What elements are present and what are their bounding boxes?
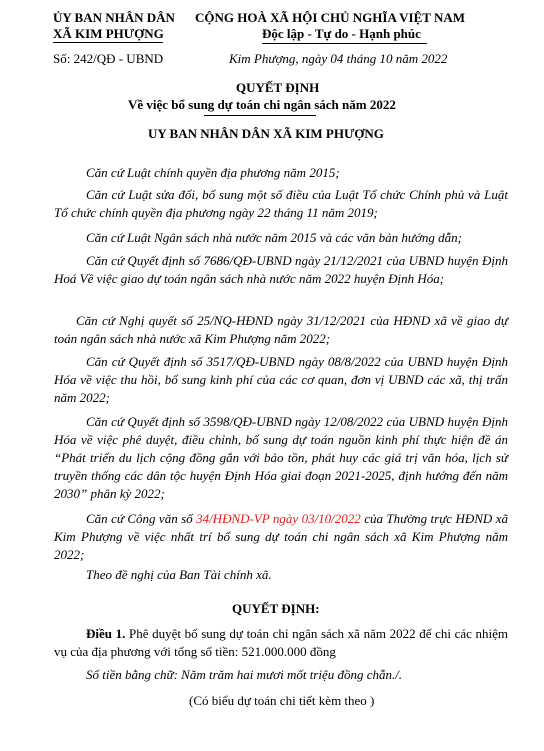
document-subject: Về việc bổ sung dự toán chi ngân sách năm 2022: [128, 97, 396, 112]
preamble-item: Theo đề nghị của Ban Tài chính xã.: [86, 567, 272, 582]
header-left-underline: [53, 42, 163, 43]
preamble-text: Căn cứ Công văn số: [86, 511, 197, 526]
national-motto: Độc lập - Tự do - Hạnh phúc: [262, 26, 421, 41]
document-type: QUYẾT ĐỊNH: [236, 80, 320, 95]
subject-underline: [204, 115, 316, 116]
preamble-item: Căn cứ Luật sửa đổi, bổ sung một số điều của Luật Tổ chức Chính phủ và Luật Tổ chức chính quyền địa phương ngày 22 tháng 11 năm 2019;: [54, 187, 508, 220]
preamble-item: Căn cứ Quyết định số 3517/QĐ-UBND ngày 08/8/2022 của UBND huyện Định Hóa về việc thu hồi, bổ sung kinh phí của các cơ quan, đơn vị UBND các xã, thị trấn năm 2022;: [54, 354, 508, 405]
preamble-text: của Thường trực HĐND xã Kim Phượng về việc nhất trí bổ sung dự toán chi ngân sách xã Kim Phượng năm 2022;: [54, 511, 508, 562]
amount-in-words: Số tiền bằng chữ: Năm trăm hai mươi mốt triệu đồng chẵn./.: [86, 667, 403, 682]
decision-heading: QUYẾT ĐỊNH:: [232, 601, 320, 616]
article-text: Phê duyệt bổ sung dự toán chi ngân sách xã năm 2022 để chi các nhiệm vụ của địa phương với tổng số tiền: 521.000.000 đồng: [54, 626, 508, 659]
preamble-item: Căn cứ Nghị quyết số 25/NQ-HĐND ngày 31/12/2021 của HĐND xã về giao dự toán ngân sách nhà nước xã Kim Phượng năm 2022;: [54, 313, 508, 346]
preamble-item: Căn cứ Luật Ngân sách nhà nước năm 2015 và các văn bản hướng dẫn;: [86, 230, 462, 245]
motto-underline: [262, 43, 427, 44]
issuer-name: UY BAN NHÂN DÂN XÃ KIM PHƯỢNG: [148, 126, 384, 141]
preamble-item: Căn cứ Quyết định số 7686/QĐ-UBND ngày 21/12/2021 của UBND huyện Định Hoá Về việc giao dự toán ngân sách nhà nước năm 2022 huyện Định Hóa;: [54, 253, 508, 286]
attachment-note: (Có biểu dự toán chi tiết kèm theo ): [189, 693, 375, 708]
place-date: Kim Phượng, ngày 04 tháng 10 năm 2022: [229, 51, 448, 66]
preamble-item: Căn cứ Quyết định số 3598/QĐ-UBND ngày 12/08/2022 của UBND huyện Định Hóa về việc phê duyệt, điều chỉnh, bổ sung dự toán nguồn kinh phí thực hiện đề án “Phát triển du lịch cộng đồng gắn với bảo tồn, phát huy các giá trị văn hóa, lịch sử truyền thống các dân tộc huyện Định Hóa giai đoạn 2021-2025, định hướng đến năm 2030” phân kỳ 2022;: [54, 414, 508, 501]
agency-name: ỦY BAN NHÂN DÂN: [53, 10, 175, 25]
preamble-item-red: [54, 510, 508, 564]
article-label: Điều 1.: [86, 626, 126, 641]
document-number: Số: 242/QĐ - UBND: [53, 51, 164, 66]
preamble-item: Căn cứ Luật chính quyền địa phương năm 2015;: [86, 165, 340, 180]
country-name: CỘNG HOÀ XÃ HỘI CHỦ NGHĨA VIỆT NAM: [195, 10, 466, 25]
highlighted-reference: 34/HĐND-VP ngày 03/10/2022: [196, 511, 361, 526]
article-1: [54, 625, 508, 661]
commune-name: XÃ KIM PHƯỢNG: [53, 26, 164, 41]
